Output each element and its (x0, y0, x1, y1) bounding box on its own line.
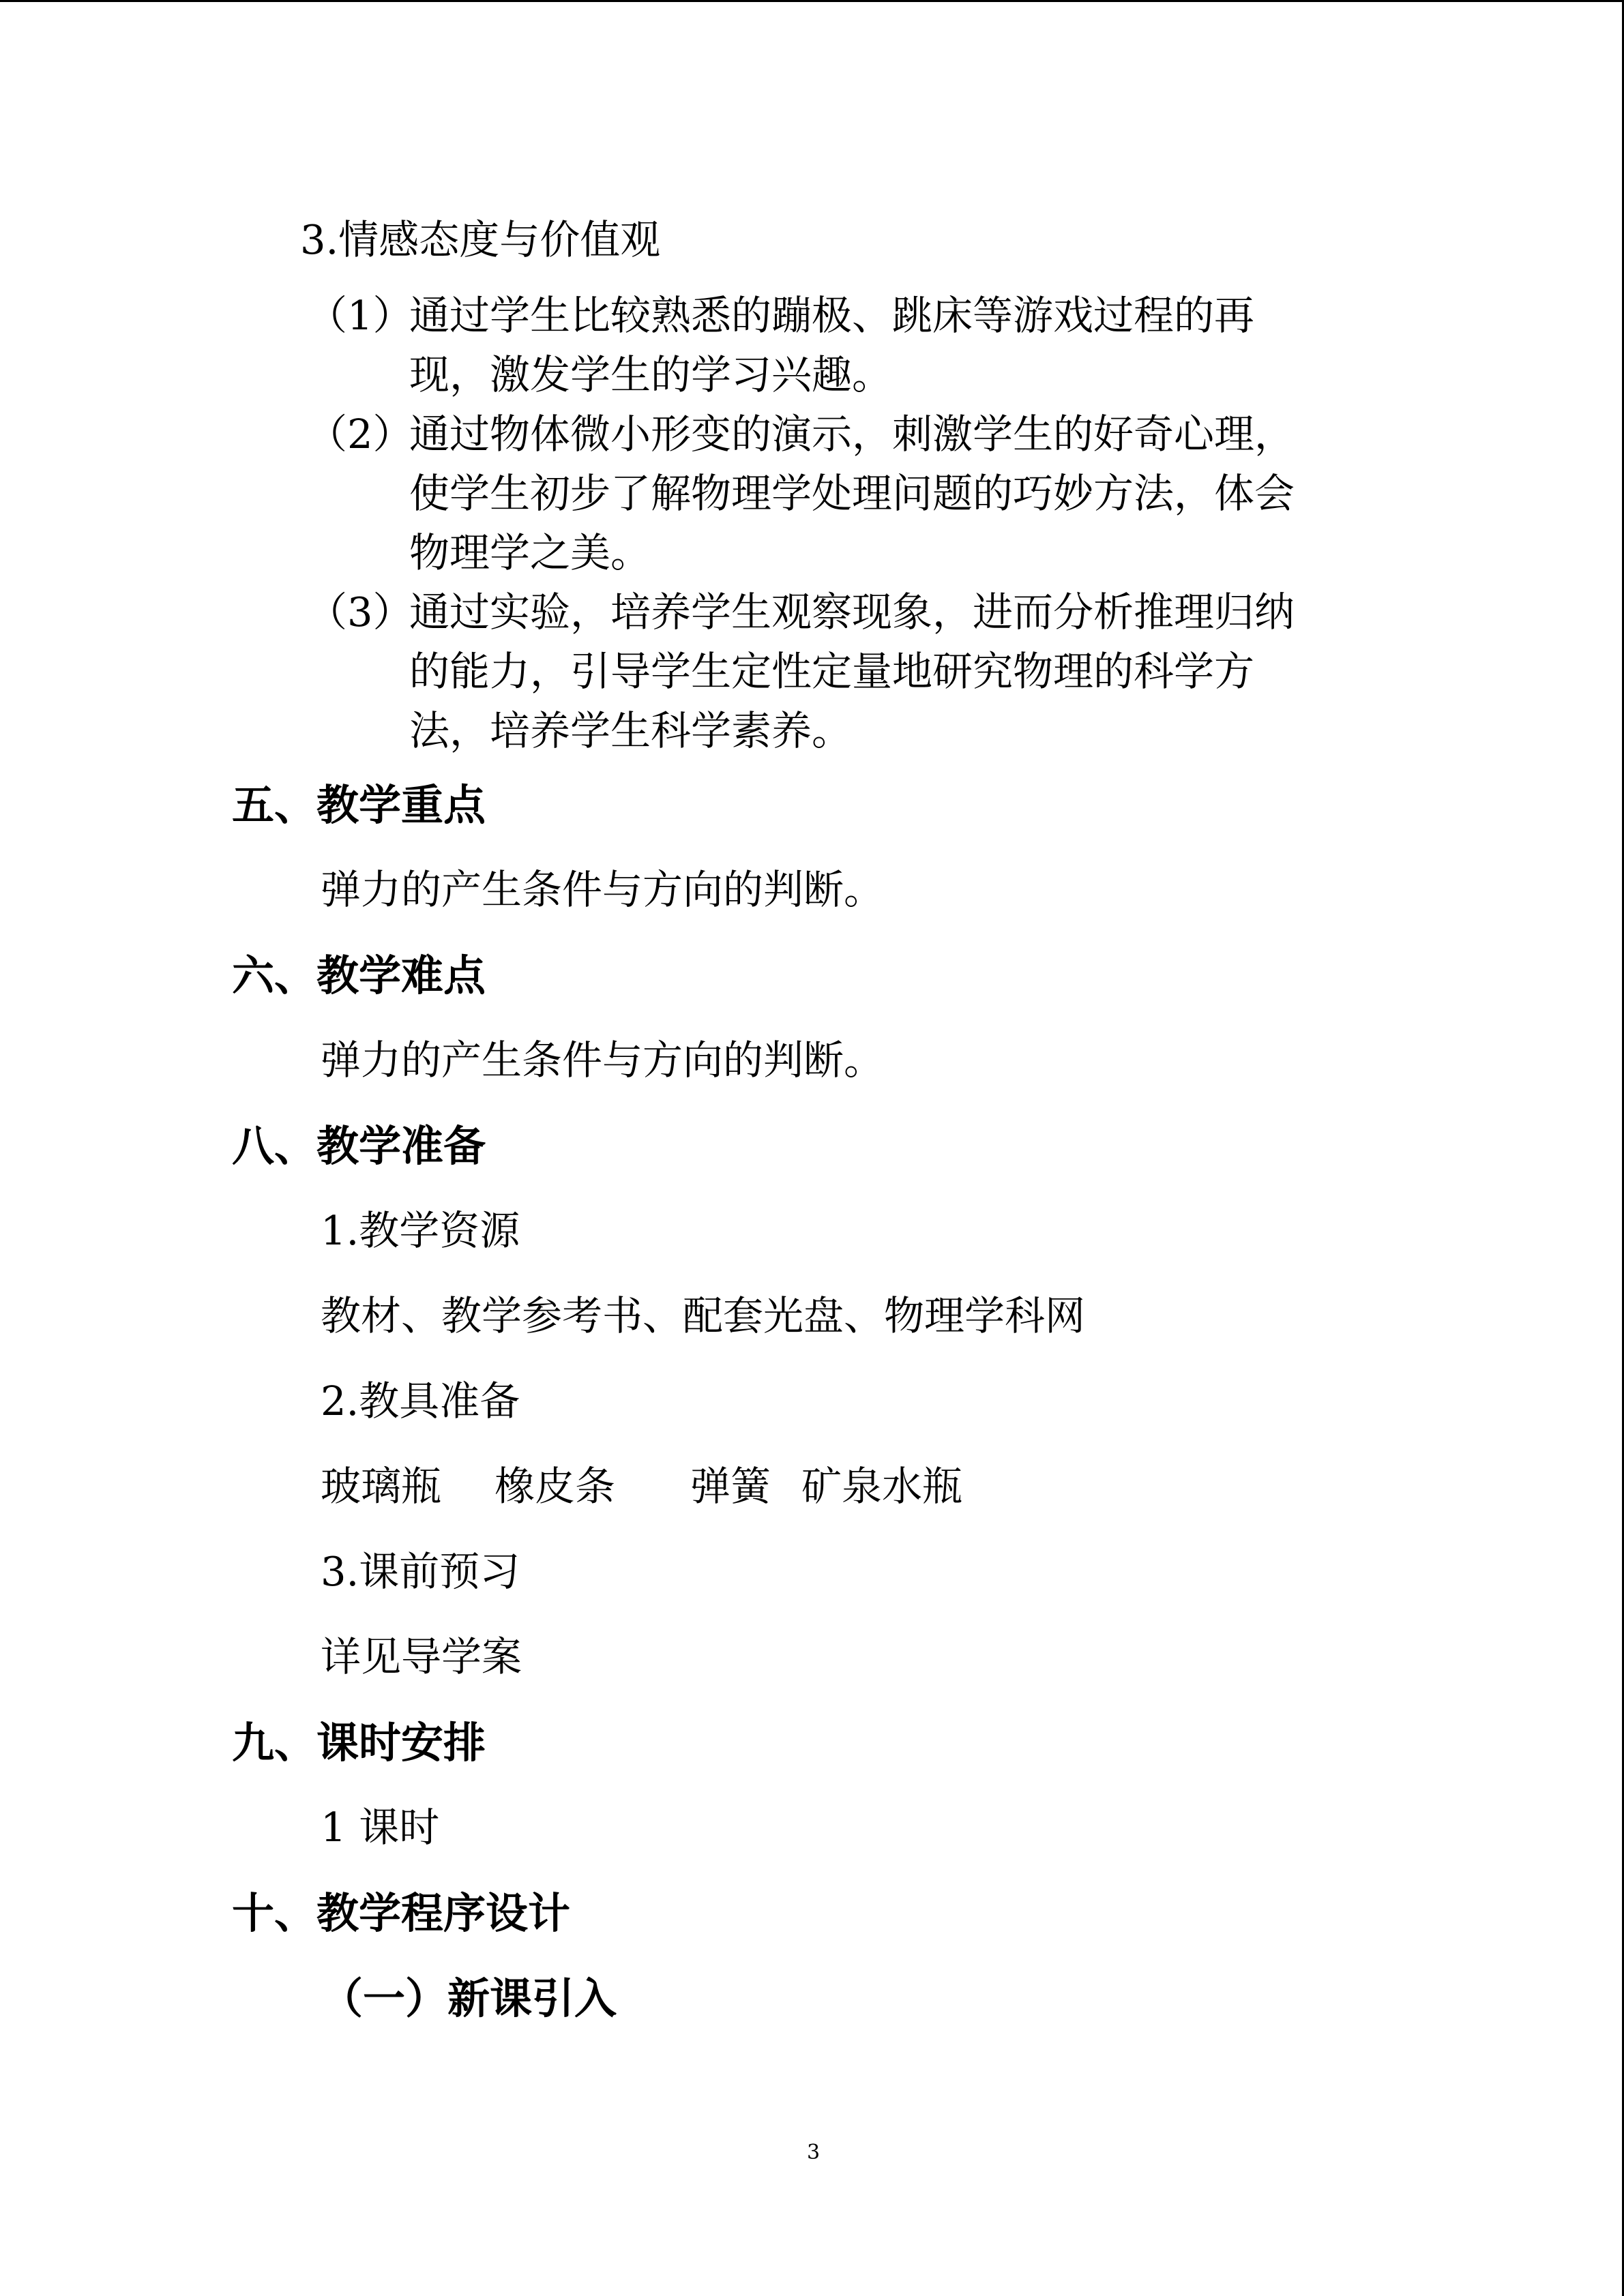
top-border (0, 0, 1624, 2)
item-3-line-2: 的能力，引导学生定性定量地研究物理的科学方 (409, 648, 1255, 695)
heading-teaching-focus: 五、教学重点 (232, 780, 486, 830)
tool-glass-bottle: 玻璃瓶 (321, 1463, 442, 1510)
section-heading-attitude: 3.情感态度与价值观 (300, 216, 661, 263)
item-number-1: （1） (307, 292, 413, 339)
heading-teaching-preparation: 八、教学准备 (232, 1121, 486, 1171)
item-3-line-1: 通过实验，培养学生观察现象，进而分析推理归纳 (409, 588, 1295, 636)
schedule-text: 1 课时 (321, 1804, 440, 1851)
item-3-line-3: 法，培养学生科学素养。 (409, 707, 853, 754)
tools-title: 2.教具准备 (321, 1377, 520, 1425)
item-2-line-1: 通过物体微小形变的演示，刺激学生的好奇心理， (409, 411, 1295, 458)
preview-title: 3.课前预习 (321, 1548, 520, 1595)
resources-title: 1.教学资源 (321, 1207, 520, 1254)
item-2-line-3: 物理学之美。 (409, 529, 651, 576)
subheading-introduction: （一）新课引入 (321, 1973, 617, 2023)
tool-rubber-band: 橡皮条 (494, 1463, 616, 1510)
heading-teaching-difficulty: 六、教学难点 (232, 951, 486, 1000)
heading-procedure: 十、教学程序设计 (232, 1888, 571, 1938)
tool-spring: 弹簧 (690, 1463, 771, 1510)
tool-water-bottle: 矿泉水瓶 (801, 1463, 963, 1510)
item-1-line-2: 现，激发学生的学习兴趣。 (409, 351, 893, 398)
item-1-line-1: 通过学生比较熟悉的蹦极、跳床等游戏过程的再 (409, 292, 1255, 339)
teaching-difficulty-text: 弹力的产生条件与方向的判断。 (321, 1037, 885, 1084)
resources-text: 教材、教学参考书、配套光盘、物理学科网 (321, 1292, 1086, 1339)
item-number-2: （2） (307, 411, 413, 458)
item-number-3: （3） (307, 588, 413, 636)
item-2-line-2: 使学生初步了解物理学处理问题的巧妙方法，体会 (409, 470, 1295, 517)
preview-text: 详见导学案 (321, 1633, 522, 1680)
teaching-focus-text: 弹力的产生条件与方向的判断。 (321, 866, 885, 913)
page-number: 3 (807, 2141, 821, 2164)
heading-schedule: 九、课时安排 (232, 1718, 486, 1768)
